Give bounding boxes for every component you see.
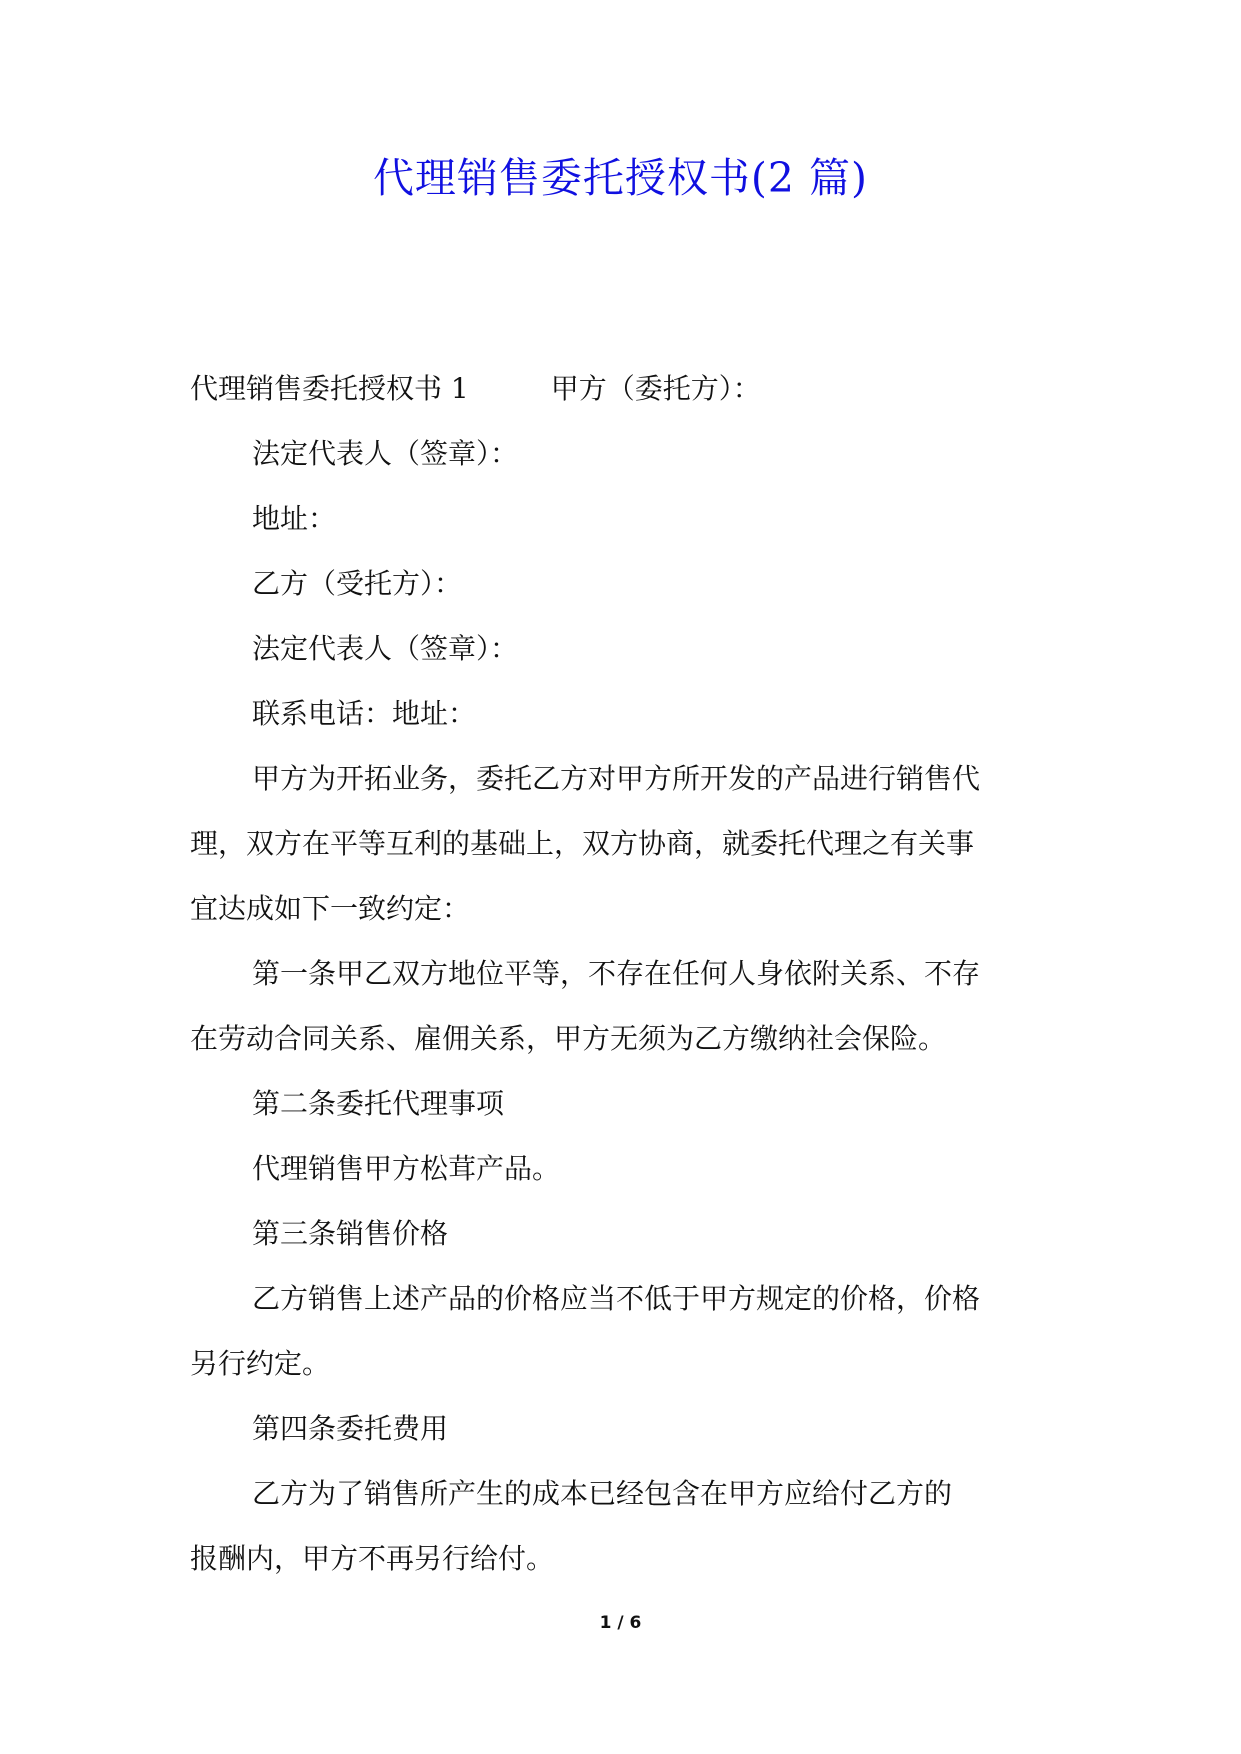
- paragraph-line: 理，双方在平等互利的基础上，双方协商，就委托代理之有关事: [190, 827, 975, 860]
- paragraph-line: 法定代表人（签章）：: [252, 632, 519, 665]
- paragraph-line: 宜达成如下一致约定：: [190, 892, 471, 925]
- paragraph-line: 联系电话：地址：: [252, 697, 477, 730]
- paragraph-line: 甲方为开拓业务，委托乙方对甲方所开发的产品进行销售代: [252, 762, 981, 795]
- section-heading: 代理销售委托授权书 1: [190, 372, 469, 405]
- document-body: [190, 356, 1050, 1591]
- paragraph-line: 第三条销售价格: [252, 1217, 449, 1250]
- paragraph-line: 另行约定。: [190, 1347, 331, 1380]
- paragraph-line: 第四条委托费用: [252, 1412, 449, 1445]
- paragraph-line: 法定代表人（签章）：: [252, 437, 519, 470]
- paragraph-line: 在劳动合同关系、雇佣关系，甲方无须为乙方缴纳社会保险。: [190, 1022, 947, 1055]
- paragraph-line: 第一条甲乙双方地位平等，不存在任何人身依附关系、不存: [252, 957, 981, 990]
- party-a-label: 甲方（委托方）：: [550, 372, 761, 405]
- paragraph-line: 第二条委托代理事项: [252, 1087, 505, 1120]
- document-title: 代理销售委托授权书(2 篇): [372, 154, 869, 202]
- paragraph-line: 代理销售甲方松茸产品。: [252, 1152, 561, 1185]
- paragraph-line: 地址：: [252, 502, 337, 535]
- paragraph-line: 乙方销售上述产品的价格应当不低于甲方规定的价格，价格: [252, 1282, 981, 1315]
- paragraph-line: 乙方为了销售所产生的成本已经包含在甲方应给付乙方的: [252, 1477, 953, 1510]
- paragraph-line: 乙方（受托方）：: [252, 567, 463, 600]
- page-number: 1 / 6: [599, 1613, 642, 1633]
- paragraph-line: 报酬内，甲方不再另行给付。: [190, 1542, 555, 1575]
- paragraph-line: [190, 356, 1050, 421]
